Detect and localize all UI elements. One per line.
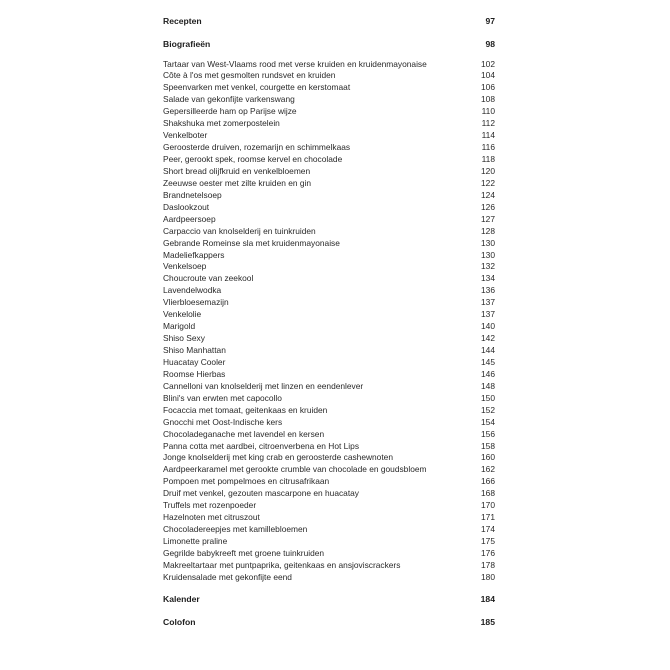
toc-entry — [163, 464, 495, 476]
entry-page-number: 168 — [481, 488, 495, 499]
entry-title: Cannelloni van knolselderij met linzen en eendenlever — [163, 380, 364, 391]
toc-entry — [163, 118, 495, 130]
toc-entry — [163, 226, 495, 238]
toc-entry — [163, 261, 495, 273]
toc-entry — [163, 166, 495, 178]
entry-title: Shiso Sexy — [163, 333, 205, 344]
entry-page-number: 170 — [481, 500, 495, 511]
entry-title: Aardpeerkaramel met gerookte crumble van chocolade en goudsbloem — [163, 464, 427, 475]
toc-entry — [163, 190, 495, 202]
toc-entry — [163, 536, 495, 548]
toc-entry — [163, 309, 495, 321]
toc-entry-list — [163, 59, 495, 584]
entry-page-number: 137 — [481, 297, 495, 308]
entry-page-number: 134 — [481, 273, 495, 284]
entry-page-number: 128 — [481, 225, 495, 236]
toc-entry — [163, 130, 495, 142]
entry-title: Geroosterde druiven, rozemarijn en schimmelkaas — [163, 142, 351, 153]
entry-page-number: 132 — [481, 261, 495, 272]
entry-title: Gepersilleerde ham op Parijse wijze — [163, 106, 297, 117]
entry-title: Chocoladeganache met lavendel en kersen — [163, 428, 325, 439]
entry-title: Aardpeersoep — [163, 213, 216, 224]
entry-title: Shiso Manhattan — [163, 345, 226, 355]
toc-entry — [163, 273, 495, 285]
entry-title: Chocoladereepjes met kamillebloemen — [163, 524, 308, 535]
toc-entry — [163, 333, 495, 345]
entry-title: Tartaar van West-Vlaams rood met verse kruiden en kruidenmayonaise — [163, 58, 427, 69]
entry-page-number: 110 — [481, 106, 495, 117]
entry-title: Limonette praline — [163, 536, 228, 546]
entry-title: Gebrande Romeinse sla met kruidenmayonaise — [163, 237, 340, 248]
entry-page-number: 178 — [481, 559, 495, 570]
entry-page-number: 140 — [481, 321, 495, 332]
entry-page-number: 180 — [481, 571, 495, 582]
entry-page-number: 176 — [481, 547, 495, 558]
toc-entry — [163, 94, 495, 106]
toc-section-colofon — [163, 614, 495, 630]
toc-entry — [163, 512, 495, 524]
section-title: Biografieën — [163, 39, 211, 49]
entry-title: Carpaccio van knolselderij en tuinkruiden — [163, 225, 316, 236]
entry-page-number: 142 — [481, 333, 495, 344]
entry-title: Truffels met rozenpoeder — [163, 500, 257, 511]
entry-page-number: 104 — [481, 70, 495, 81]
entry-title: Madeliefkappers — [163, 249, 225, 260]
entry-title: Short bread olijfkruid en venkelbloemen — [163, 165, 311, 176]
entry-title: Lavendelwodka — [163, 285, 222, 296]
entry-title: Venkelolie — [163, 309, 202, 320]
entry-page-number: 118 — [481, 154, 495, 164]
toc-entry — [163, 417, 495, 429]
entry-page-number: 150 — [481, 392, 495, 403]
entry-page-number: 160 — [481, 452, 495, 463]
entry-title: Vlierbloesemazijn — [163, 297, 229, 308]
entry-page-number: 171 — [481, 512, 495, 523]
entry-page-number: 148 — [481, 380, 495, 391]
toc-entry — [163, 106, 495, 118]
entry-page-number: 156 — [481, 428, 495, 439]
toc-entry — [163, 560, 495, 572]
spacer — [163, 584, 495, 591]
toc-entry — [163, 357, 495, 369]
toc-entry — [163, 297, 495, 309]
section-title: Colofon — [163, 616, 196, 627]
entry-title: Brandnetelsoep — [163, 189, 222, 200]
entry-title: Roomse Hierbas — [163, 368, 226, 379]
toc-entry — [163, 250, 495, 262]
section-page-number: 185 — [480, 616, 495, 627]
entry-page-number: 106 — [481, 82, 495, 93]
entry-page-number: 152 — [481, 404, 495, 415]
entry-page-number: 122 — [481, 177, 495, 188]
toc-entry — [163, 178, 495, 190]
toc-entry — [163, 441, 495, 453]
toc-entry — [163, 285, 495, 297]
toc-entry — [163, 142, 495, 154]
toc-entry — [163, 500, 495, 512]
section-title: Recepten — [163, 16, 202, 26]
entry-page-number: 136 — [481, 285, 495, 296]
section-page-number: 184 — [480, 593, 495, 604]
entry-title: Daslookzout — [163, 201, 210, 212]
section-page-number: 97 — [485, 16, 495, 26]
toc-entry — [163, 381, 495, 393]
toc-entry — [163, 238, 495, 250]
toc-entry — [163, 59, 495, 71]
entry-page-number: 174 — [481, 524, 495, 535]
entry-title: Makreeltartaar met puntpaprika, geitenkaas en ansjoviscrackers — [163, 559, 401, 570]
entry-page-number: 126 — [481, 201, 495, 212]
entry-title: Druif met venkel, gezouten mascarpone en huacatay — [163, 488, 359, 499]
toc-entry — [163, 369, 495, 381]
entry-title: Gnocchi met Oost-Indische kers — [163, 416, 283, 427]
entry-title: Huacatay Cooler — [163, 356, 226, 367]
toc-entry — [163, 393, 495, 405]
entry-page-number: 162 — [481, 464, 495, 475]
toc-entry — [163, 70, 495, 82]
entry-title: Kruidensalade met gekonfijte eend — [163, 571, 292, 582]
entry-page-number: 175 — [481, 536, 495, 546]
entry-page-number: 124 — [481, 189, 495, 200]
toc-entry — [163, 154, 495, 166]
entry-page-number: 130 — [481, 237, 495, 248]
entry-page-number: 120 — [481, 165, 495, 176]
toc-entry — [163, 548, 495, 560]
section-title: Kalender — [163, 593, 200, 604]
entry-page-number: 144 — [481, 345, 495, 355]
entry-page-number: 102 — [481, 58, 495, 69]
entry-title: Zeeuwse oester met zilte kruiden en gin — [163, 177, 312, 188]
entry-title: Panna cotta met aardbei, citroenverbena en Hot Lips — [163, 440, 360, 451]
entry-page-number: 158 — [481, 440, 495, 451]
toc-entry — [163, 572, 495, 584]
toc-entry — [163, 345, 495, 357]
table-of-contents — [163, 13, 495, 630]
toc-entry — [163, 202, 495, 214]
entry-page-number: 114 — [481, 130, 495, 141]
entry-title: Venkelboter — [163, 130, 208, 141]
entry-title: Blini's van erwten met capocollo — [163, 392, 282, 403]
toc-section-recepten — [163, 13, 495, 29]
entry-title: Marigold — [163, 321, 196, 332]
toc-entry — [163, 524, 495, 536]
toc-entry — [163, 429, 495, 441]
toc-entry — [163, 82, 495, 94]
toc-entry — [163, 405, 495, 417]
entry-page-number: 130 — [481, 249, 495, 260]
entry-title: Hazelnoten met citruszout — [163, 512, 260, 523]
entry-page-number: 137 — [481, 309, 495, 320]
entry-page-number: 146 — [481, 368, 495, 379]
toc-entry — [163, 476, 495, 488]
section-page-number: 98 — [485, 39, 495, 49]
entry-title: Speenvarken met venkel, courgette en kerstomaat — [163, 82, 351, 93]
entry-title: Venkelsoep — [163, 261, 207, 272]
entry-title: Peer, gerookt spek, roomse kervel en chocolade — [163, 154, 343, 164]
toc-entry — [163, 321, 495, 333]
entry-page-number: 154 — [481, 416, 495, 427]
entry-title: Côte à l'os met gesmolten rundsvet en kruiden — [163, 70, 336, 81]
entry-title: Pompoen met pompelmoes en citrusafrikaan — [163, 476, 330, 487]
entry-title: Jonge knolselderij met king crab en geroosterde cashewnoten — [163, 452, 393, 463]
entry-page-number: 112 — [481, 118, 495, 129]
entry-title: Salade van gekonfijte varkenswang — [163, 94, 295, 105]
entry-page-number: 108 — [481, 94, 495, 105]
entry-title: Gegrilde babykreeft met groene tuinkruiden — [163, 547, 325, 558]
toc-entry — [163, 488, 495, 500]
toc-entry — [163, 452, 495, 464]
toc-section-biografieen — [163, 36, 495, 52]
toc-section-kalender — [163, 591, 495, 607]
entry-page-number: 127 — [481, 213, 495, 224]
entry-page-number: 145 — [481, 356, 495, 367]
entry-title: Shakshuka met zomerpostelein — [163, 118, 280, 129]
spacer — [163, 29, 495, 36]
entry-page-number: 166 — [481, 476, 495, 487]
entry-page-number: 116 — [481, 142, 495, 153]
entry-title: Focaccia met tomaat, geitenkaas en kruiden — [163, 404, 328, 415]
entry-title: Choucroute van zeekool — [163, 273, 254, 284]
toc-entry — [163, 214, 495, 226]
spacer — [163, 607, 495, 614]
